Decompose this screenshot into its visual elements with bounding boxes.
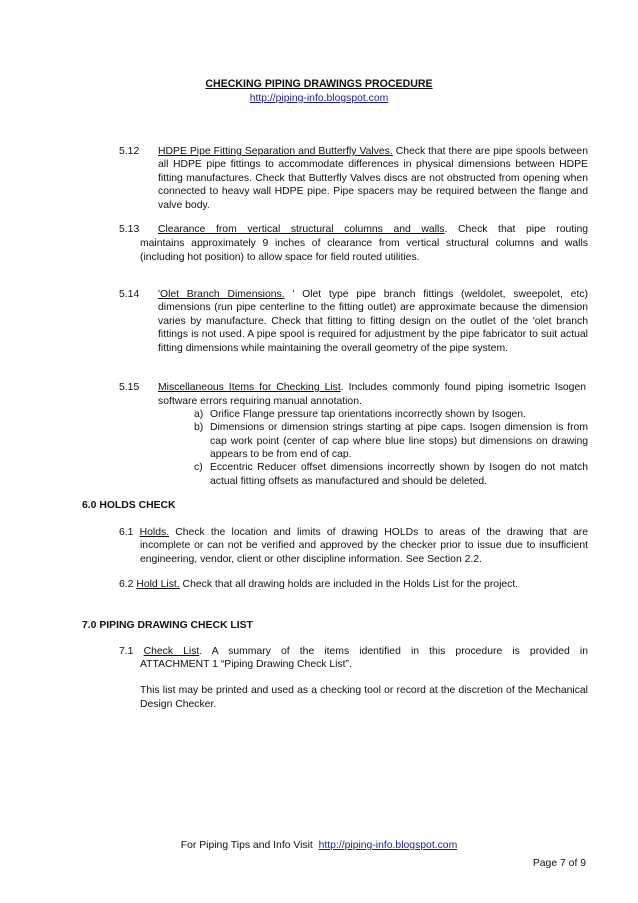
list-item-text: Eccentric Reducer offset dimensions incorrectly shown by Isogen do not match actual fitting offsets as manufactured and should be deleted. bbox=[210, 462, 588, 487]
list-item-letter: c) bbox=[194, 462, 203, 473]
section-7-note: This list may be printed and used as a checking tool or record at the discretion of the Mechanical Design Checker. bbox=[140, 685, 588, 710]
item-heading: Holds. bbox=[139, 527, 170, 538]
footer-line bbox=[0, 839, 638, 853]
item-heading: Miscellaneous Items for Checking List bbox=[158, 382, 341, 393]
item-5-15-paragraph bbox=[158, 381, 586, 408]
item-body: . Includes commonly found piping isometric Isogen software errors requiring manual annotation. bbox=[158, 382, 587, 407]
item-body: Check that there are pipe spools between all HDPE pipe fittings to accommodate differences in physical dimensions between HDPE fitting manufactures. Check that Butterfly Valves discs are not obstructed from opening when connected to heavy wall HDPE pipe. Pipe spacers may be required between the flange and valve body. bbox=[158, 146, 588, 211]
list-item-text: Orifice Flange pressure tap orientations incorrectly shown by Isogen. bbox=[210, 409, 526, 420]
list-item-letter: a) bbox=[194, 409, 204, 420]
item-7-1-body: ATTACHMENT 1 “Piping Drawing Check List”. bbox=[140, 659, 352, 670]
item-heading: 'Olet Branch Dimensions. bbox=[158, 289, 285, 300]
item-body-line1: . Check that pipe routing bbox=[444, 224, 588, 235]
item-heading: HDPE Pipe Fitting Separation and Butterfly Valves. bbox=[158, 146, 393, 157]
item-number: 5.13 bbox=[119, 224, 140, 235]
page-title: CHECKING PIPING DRAWINGS PROCEDURE bbox=[205, 78, 433, 90]
item-number: 5.14 bbox=[119, 289, 140, 300]
item-body: ' Olet type pipe branch fittings (weldolet, sweepolet, etc) dimensions (run pipe centerline to the fitting outlet) are approximate because the dimension varies by manufacture. Check that fitting to fitting design on the outlet of the 'olet branch fittings is not used. A pipe spool is required for adjustment by the pipe fabricator to suit actual fitting dimensions while maintaining the overall geometry of the pipe system. bbox=[158, 289, 588, 354]
page-number: Page 7 of 9 bbox=[532, 858, 586, 869]
item-7-1-first-line bbox=[119, 645, 588, 659]
item-heading: Hold List. bbox=[136, 579, 180, 590]
footer-url-link[interactable]: http://piping-info.blogspot.com bbox=[318, 840, 458, 851]
header-url-link[interactable]: http://piping-info.blogspot.com bbox=[249, 93, 389, 104]
item-6-1-first-line bbox=[119, 526, 588, 540]
list-item-text: Dimensions or dimension strings starting at pipe caps. Isogen dimension is from cap work point (center of cap where blue line stops) but dimensions on drawing appears to be from end of cap. bbox=[210, 422, 588, 461]
item-number: 5.15 bbox=[119, 382, 140, 393]
item-body-line1: Check the location and limits of drawing HOLDs to areas of the drawing that are bbox=[169, 527, 589, 538]
item-body-line1: . A summary of the items identified in this procedure is provided in bbox=[199, 646, 588, 657]
item-5-14-paragraph bbox=[158, 288, 588, 355]
section-heading: 7.0 PIPING DRAWING CHECK LIST bbox=[82, 620, 253, 631]
item-6-1-body: incomplete or can not be verified and approved by the checker prior to issue due to insufficient engineering, vendor, client or other discipline information. See Section 2.2. bbox=[140, 540, 588, 565]
item-number: 7.1 bbox=[119, 646, 134, 657]
footer-prefix: For Piping Tips and Info Visit bbox=[180, 840, 313, 851]
item-body: Check that all drawing holds are included in the Holds List for the project. bbox=[179, 579, 519, 590]
item-number: 5.12 bbox=[119, 146, 140, 157]
list-item-letter: b) bbox=[194, 422, 204, 433]
item-number: 6.2 bbox=[119, 579, 134, 590]
item-5-13-body: maintains approximately 9 inches of clearance from vertical structural columns and walls (including hot position) to allow space for field routed utilities. bbox=[140, 238, 588, 263]
item-6-2-line bbox=[119, 578, 588, 592]
item-5-13-first-line bbox=[158, 223, 588, 237]
item-heading: Clearance from vertical structural columns and walls bbox=[158, 224, 445, 235]
section-heading: 6.0 HOLDS CHECK bbox=[82, 500, 176, 511]
item-heading: Check List bbox=[143, 646, 200, 657]
item-number: 6.1 bbox=[119, 527, 134, 538]
item-5-12-paragraph bbox=[158, 145, 588, 212]
